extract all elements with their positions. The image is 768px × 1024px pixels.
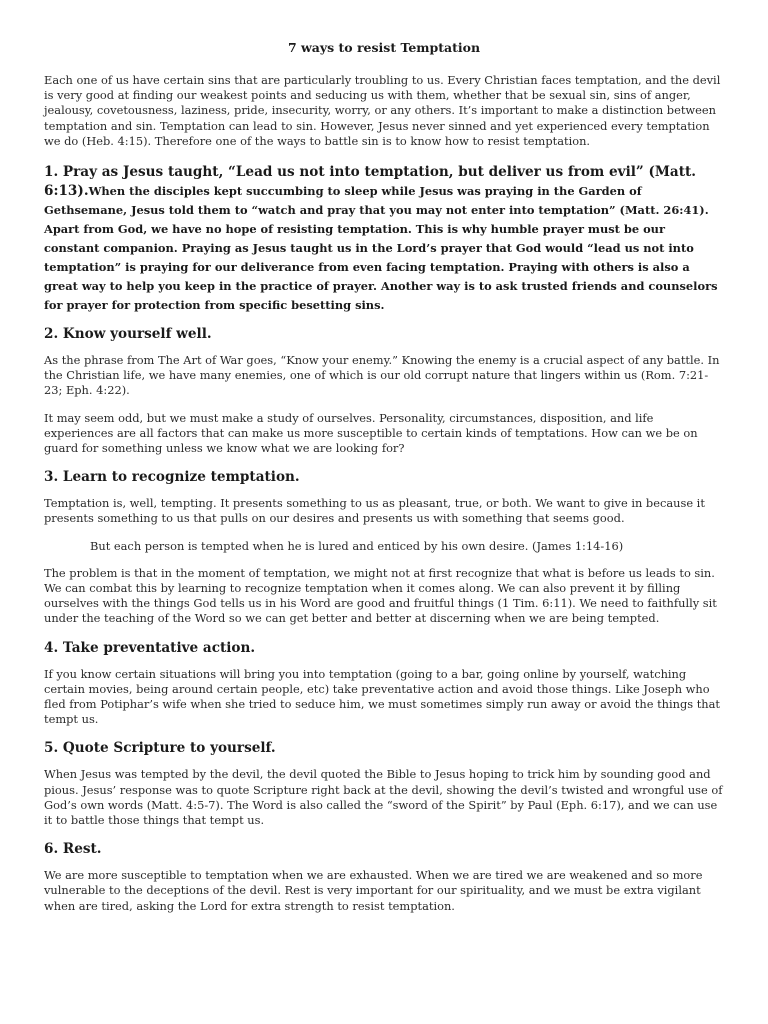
section-6-heading: 6. Rest. [44,841,102,858]
section-1-body: When the disciples kept succumbing to sleep while Jesus was praying in the Garden of Gethsemane, Jesus told them to “watch and pray that you may not enter into temptation” (Matt. 26:41). Apart from God, we have no hope of resisting temptation. This is why humble prayer must be our constant companion. Praying as Jesus taught us in the Lord’s prayer that God would “lead us not into temptation” is praying for our deliverance from even facing temptation. Praying with others is also a great way to help you keep in the practice of prayer. Another way is to ask trusted friends and counselors for prayer for protection from specific besetting sins. [44,184,718,313]
section-4-heading: 4. Take preventative action. [44,639,256,656]
section-3-paragraph-1: Temptation is, well, tempting. It presents something to us as pleasant, true, or both. We want to give in because it presents something to us that pulls on our desires and presents us with something that seems good. [44,496,705,526]
section-2-paragraph-2: It may seem odd, but we must make a study of ourselves. Personality, circumstances, disposition, and life experiences are all factors that can make us more susceptible to certain kinds of temptations. How can we be on guard for something unless we know what we are looking for? [44,410,698,456]
section-2-heading: 2. Know yourself well. [44,326,212,343]
section-5-paragraph-1: When Jesus was tempted by the devil, the devil quoted the Bible to Jesus hoping to trick him by sounding good and pious. Jesus’ response was to quote Scripture right back at the devil, showing the devil’s twisted and wrongful use of God’s own words (Matt. 4:5-7). The Word is also called the “sword of the Spirit” by Paul (Eph. 6:17), and we can use it to battle those things that tempt us. [44,767,723,828]
section-3-quote: But each person is tempted when he is lured and enticed by his own desire. (James 1:14-16) [90,538,624,553]
document-page [44,40,724,926]
section-3-heading: 3. Learn to recognize temptation. [44,469,300,486]
section-4-paragraph-1: If you know certain situations will bring you into temptation (going to a bar, going online by yourself, watching certain movies, being around certain people, etc) take preventative action and avoid those things. Like Joseph who fled from Potiphar’s wife when she tried to seduce him, we must sometimes simply run away or avoid the things that tempt us. [44,666,721,727]
section-1 [44,161,724,313]
section-3-paragraph-2: The problem is that in the moment of temptation, we might not at first recognize that what is before us leads to sin. We can combat this by learning to recognize temptation when it comes along. We can also prevent it by filling ourselves with the things God tells us in his Word are good and fruitful things (1 Tim. 6:11). We need to faithfully sit under the teaching of the Word so we can get better and better at discerning when we are being tempted. [44,565,717,626]
section-6-paragraph-1: We are more susceptible to temptation when we are exhausted. When we are tired we are weakened and so more vulnerable to the deceptions of the devil. Rest is very important for our spirituality, and we must be extra vigilant when are tired, asking the Lord for extra strength to resist temptation. [44,868,703,913]
section-2-paragraph-1: As the phrase from The Art of War goes, “Know your enemy.” Knowing the enemy is a crucial aspect of any battle. In the Christian life, we have many enemies, one of which is our old corrupt nature that lingers within us (Rom. 7:21-23; Eph. 4:22). [44,353,720,398]
document-title: 7 ways to resist Temptation [287,40,481,55]
intro-paragraph: Each one of us have certain sins that are particularly troubling to us. Every Christian faces temptation, and the devil is very good at finding our weakest points and seducing us with them, whether that be sexual sin, sins of anger, jealousy, covetousness, laziness, pride, insecurity, worry, or any others. It’s important to make a distinction between temptation and sin. Temptation can lead to sin. However, Jesus never sinned and yet experienced every temptation we do (Heb. 4:15). Therefore one of the ways to battle sin is to know how to resist temptation. [44,73,721,148]
section-1-heading: 1. Pray as Jesus taught, “Lead us not into temptation, but deliver us from evil” (Matt. 6:13). [44,164,697,200]
section-5-heading: 5. Quote Scripture to yourself. [44,740,276,757]
